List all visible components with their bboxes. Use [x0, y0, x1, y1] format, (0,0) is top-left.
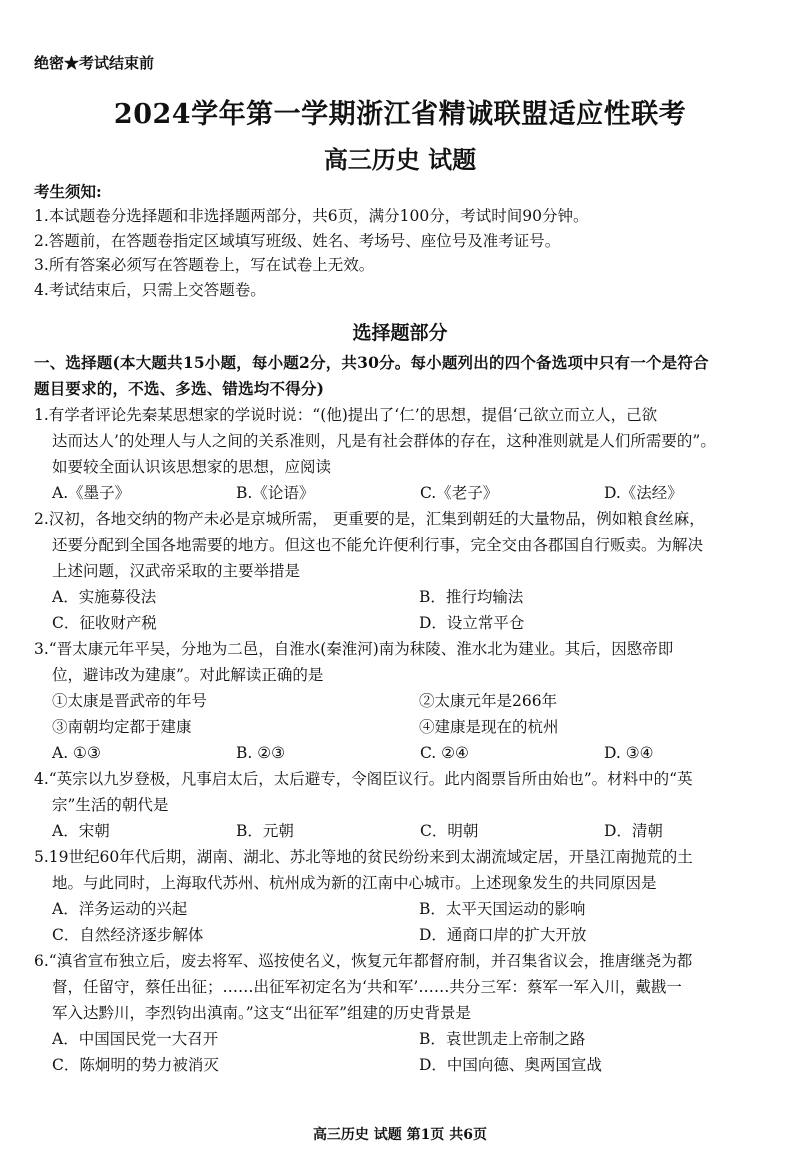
- question-6: [34, 948, 786, 1078]
- question-stem-line: 如要较全面认识该思想家的思想，应阅读: [52, 458, 332, 476]
- option-a: A．洋务运动的兴起: [52, 900, 188, 918]
- option-b: B.《论语》: [236, 484, 315, 502]
- options-row: [34, 818, 786, 844]
- option-d: D．通商口岸的扩大开放: [419, 926, 587, 944]
- options-row: [34, 584, 786, 610]
- statement-1: ①太康是晋武帝的年号: [52, 692, 208, 710]
- option-c: C．明朝: [420, 822, 479, 840]
- option-a: A. ①③: [52, 744, 101, 762]
- questions-area: [34, 350, 786, 1078]
- option-b: B．袁世凯走上帝制之路: [419, 1030, 586, 1048]
- notice-item: 3.所有答案必须写在答题卷上，写在试卷上无效。: [34, 256, 375, 274]
- question-stem-line: 上述问题，汉武帝采取的主要举措是: [52, 562, 301, 580]
- question-stem-line: 宗”生活的朝代是: [52, 796, 169, 814]
- question-5: [34, 844, 786, 948]
- option-c: C．征收财产税: [52, 614, 157, 632]
- statement-3: ③南朝均定都于建康: [52, 718, 192, 736]
- notice-heading: 考生须知:: [34, 182, 102, 201]
- options-row: [34, 1052, 786, 1078]
- option-a: A.《墨子》: [52, 484, 131, 502]
- notice-item: 2.答题前，在答题卷指定区域填写班级、姓名、考场号、座位号及准考证号。: [34, 231, 561, 250]
- question-stem-line: 位，避讳改为建康”。对此解读正确的是: [52, 666, 324, 684]
- option-d: D．清朝: [604, 822, 663, 840]
- options-row: [34, 740, 786, 766]
- notice-item: 4.考试结束后，只需上交答题卷。: [34, 280, 266, 299]
- option-c: C．自然经济逐步解体: [52, 926, 204, 944]
- options-row: [34, 896, 786, 922]
- option-d: D. ③④: [604, 744, 654, 762]
- question-stem-line: 还要分配到全国各地需要的地方。但这也不能允许便利行事，完全交由各郡国自行贩卖。为解决: [52, 536, 704, 554]
- question-stem-line: 地。与此同时，上海取代苏州、杭州成为新的江南中心城市。上述现象发生的共同原因是: [52, 874, 657, 892]
- option-c: C.《老子》: [420, 484, 499, 502]
- question-4: [34, 766, 786, 844]
- exam-title: 2024学年第一学期浙江省精诚联盟适应性联考: [113, 99, 687, 130]
- statements-row: [34, 714, 786, 740]
- page-footer: 高三历史 试题 第1页 共6页: [312, 1127, 488, 1143]
- option-d: D.《法经》: [604, 484, 683, 502]
- options-row: [34, 1026, 786, 1052]
- question-1: [34, 402, 786, 506]
- options-row: [34, 610, 786, 636]
- options-row: [34, 480, 786, 506]
- option-b: B．推行均输法: [419, 588, 524, 606]
- section-instructions: [34, 350, 786, 402]
- option-d: D．设立常平仓: [419, 614, 525, 632]
- question-stem-line: 1.有学者评论先秦某思想家的学说时说：“(他)提出了‘仁’的思想，提倡‘己欲立而立人，己欲: [34, 406, 658, 424]
- question-stem-line: 5.19世纪60年代后期，湖南、湖北、苏北等地的贫民纷纷来到太湖流域定居，开垦江南抛荒的土: [34, 848, 693, 866]
- question-stem-line: 2.汉初，各地交纳的物产未必是京城所需， 更重要的是，汇集到朝廷的大量物品，例如粮食丝麻，: [34, 510, 705, 528]
- instructions-line: 一、选择题(本大题共15小题，每小题2分，共30分。每小题列出的四个备选项中只有一个是符合: [34, 353, 709, 372]
- option-b: B. ②③: [236, 744, 286, 762]
- exam-subtitle: 高三历史 试题: [323, 145, 477, 174]
- instructions-line: 题目要求的，不选、多选、错选均不得分): [34, 379, 325, 398]
- statement-4: ④建康是现在的杭州: [419, 718, 559, 736]
- option-a: A．中国国民党一大召开: [52, 1030, 219, 1048]
- question-stem-line: 6.“滇省宣布独立后，废去将军、巡按使名义，恢复元年都督府制，并召集省议会，推唐继尧为都: [34, 952, 693, 970]
- question-3: [34, 636, 786, 766]
- question-stem-line: 4.“英宗以九岁登极，凡事启太后，太后避专，令阁臣议行。此内阁票旨所由始也”。材料中的“英: [34, 770, 693, 788]
- option-d: D．中国向德、奥两国宣战: [419, 1056, 602, 1074]
- option-a: A．宋朝: [52, 822, 110, 840]
- question-stem-line: 达而达人’的处理人与人之间的关系准则，凡是有社会群体的存在，这种准则就是人们所需要的”。: [52, 432, 716, 450]
- question-2: [34, 506, 786, 636]
- statement-2: ②太康元年是266年: [419, 692, 558, 710]
- question-stem-line: 3.“晋太康元年平吴，分地为二邑，自淮水(秦淮河)南为秣陵、淮水北为建业。其后，因愍帝即: [34, 640, 674, 658]
- option-c: C．陈炯明的势力被消灭: [52, 1056, 219, 1074]
- option-b: B．元朝: [236, 822, 294, 840]
- notice-item: 1.本试题卷分选择题和非选择题两部分，共6页，满分100分，考试时间90分钟。: [34, 207, 589, 225]
- candidate-notice: [34, 180, 774, 302]
- question-stem-line: 督，任留守，蔡任出征；……出征军初定名为‘共和军’……共分三军：蔡军一军入川，戴戡一: [52, 978, 682, 996]
- option-a: A．实施募役法: [52, 588, 157, 606]
- section-title: 选择题部分: [352, 322, 448, 344]
- option-b: B．太平天国运动的影响: [419, 900, 586, 918]
- statements-row: [34, 688, 786, 714]
- question-stem-line: 军入达黔川，李烈钧出滇南。”这支“出征军”组建的历史背景是: [52, 1004, 472, 1022]
- confidential-label: 绝密★考试结束前: [34, 54, 155, 72]
- option-c: C. ②④: [420, 744, 469, 762]
- options-row: [34, 922, 786, 948]
